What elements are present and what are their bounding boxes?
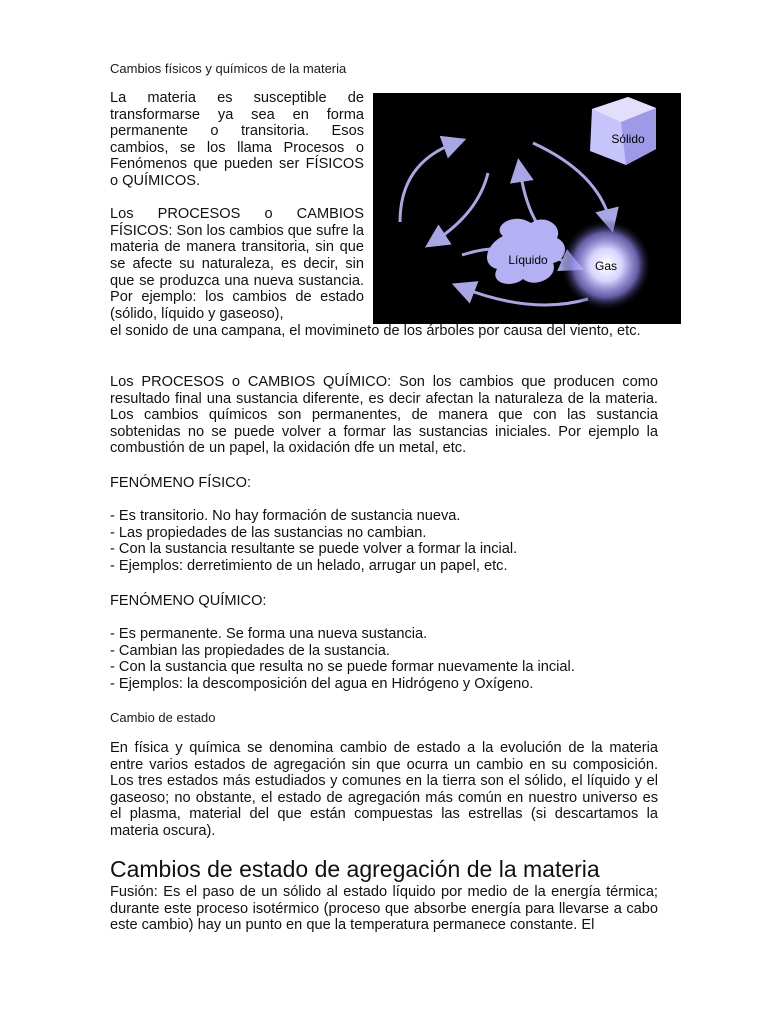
chemical-phenomenon-list	[110, 626, 658, 692]
arrow-liquid-to-solid	[400, 143, 455, 222]
chemical-phenomenon-heading: FENÓMENO QUÍMICO:	[110, 593, 267, 609]
chemical-changes-paragraph: Los PROCESOS o CAMBIOS QUÍMICO: Son los cambios que producen como resultado final una sustancia diferente, es decir afectan la naturaleza de la materia. Los cambios químicos son permanentes, de manera que con las sustancia sobtenidas no se puede volver a formar las sustancias iniciales. Por ejemplo la combustión de un papel, la oxidación dfe un metal, etc.	[110, 374, 658, 457]
aggregation-heading: Cambios de estado de agregación de la materia	[110, 856, 600, 882]
list-item: - Las propiedades de las sustancias no cambian.	[110, 524, 427, 541]
arrow-solid-to-gas	[533, 143, 610, 221]
physical-changes-paragraph-tail: el sonido de una campana, el movimineto de los árboles por causa del viento, etc.	[110, 323, 641, 339]
list-item: - Con la sustancia resultante se puede volver a formar la incial.	[110, 541, 518, 558]
fusion-section	[110, 884, 658, 934]
liquid-blob-icon	[487, 219, 565, 284]
physical-changes-paragraph: Los PROCESOS o CAMBIOS FÍSICOS: Son los cambios que sufre la materia de manera transitoria, sin que se afecte su naturaleza, es decir, sin que se produzca una nueva sustancia. Por ejemplo: los cambios de estado (sólido, líquido y gaseoso),	[110, 206, 364, 322]
list-item: - Ejemplos: derretimiento de un helado, arrugar un papel, etc.	[110, 557, 508, 574]
arrow-solid-to-liquid	[435, 173, 488, 241]
solid-cube-icon	[590, 97, 656, 165]
state-change-section	[110, 740, 658, 840]
states-cycle-svg	[373, 93, 681, 324]
physical-phenomenon-list	[110, 508, 658, 574]
physical-phenomenon-heading: FENÓMENO FÍSICO:	[110, 475, 252, 491]
list-item: - Con la sustancia que resulta no se puede formar nuevamente la incial.	[110, 659, 575, 676]
liquid-label: Líquido	[508, 253, 548, 267]
list-item: - Cambian las propiedades de la sustancia.	[110, 642, 390, 659]
intro-column	[110, 90, 364, 339]
states-of-matter-diagram	[373, 93, 681, 324]
document-title: Cambios físicos y químicos de la materia	[110, 61, 347, 76]
list-item: - Es permanente. Se forma una nueva sustancia.	[110, 626, 428, 642]
intro-paragraph: La materia es susceptible de transformarse ya sea en forma permanente o transitoria. Esos cambios, se los llama Procesos o Fenómenos que pueden ser FÍSICOS o QUÍMICOS.	[110, 90, 364, 189]
chemical-phenomenon-heading-block	[110, 593, 658, 610]
list-item: - Ejemplos: la descomposición del agua en Hidrógeno y Oxígeno.	[110, 675, 534, 692]
fusion-paragraph: Fusión: Es el paso de un sólido al estado líquido por medio de la energía térmica; durante este proceso isotérmico (proceso que absorbe energía para llevarse a cabo este cambio) hay un punto en que la temperatura permanece constante. El	[110, 884, 658, 934]
state-change-heading: Cambio de estado	[110, 710, 216, 725]
chemical-changes-section	[110, 374, 658, 457]
solid-label: Sólido	[611, 132, 645, 146]
gas-label: Gas	[594, 259, 618, 273]
physical-phenomenon-heading-block	[110, 475, 658, 492]
list-item: - Es transitorio. No hay formación de sustancia nueva.	[110, 508, 461, 524]
state-change-paragraph: En física y química se denomina cambio de estado a la evolución de la materia entre varios estados de agregación sin que ocurra un cambio en su composición. Los tres estados más estudiados y comunes en la tierra son el sólido, el líquido y el gaseoso; no obstante, el estado de agregación más común en nuestro universo es el plasma, material del que están compuestas las estrellas (si descartamos la materia oscura).	[110, 740, 658, 839]
